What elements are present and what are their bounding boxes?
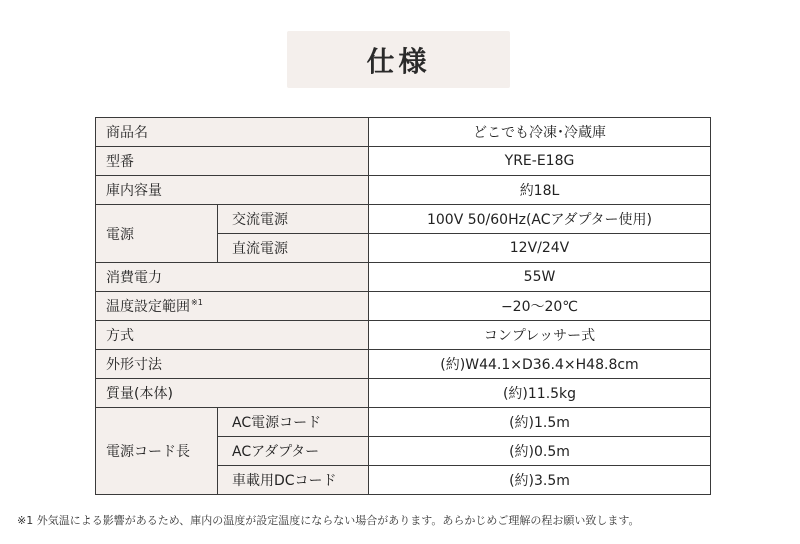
row-value: −20〜20℃: [369, 292, 711, 321]
footnote-mark: ※1: [191, 298, 203, 307]
row-label: 質量(本体): [96, 379, 369, 408]
row-value: 55W: [369, 263, 711, 292]
row-value: (約)W44.1×D36.4×H48.8cm: [369, 350, 711, 379]
sub-label: ACアダプター: [218, 437, 369, 466]
row-label: 庫内容量: [96, 176, 369, 205]
row-value: 100V 50/60Hz(ACアダプター使用): [369, 205, 711, 234]
table-row-power-ac: [96, 205, 711, 234]
row-value: コンプレッサー式: [369, 321, 711, 350]
table-row-model: [96, 147, 711, 176]
page-title: 仕様: [366, 44, 431, 78]
row-label: 外形寸法: [96, 350, 369, 379]
row-label: 商品名: [96, 118, 369, 147]
table-row-temperature-range: [96, 292, 711, 321]
sub-label: 直流電源: [218, 234, 369, 263]
spec-table: [95, 117, 711, 495]
row-label: 電源: [96, 205, 218, 263]
row-value: YRE-E18G: [369, 147, 711, 176]
row-value: (約)3.5m: [369, 466, 711, 495]
sub-label: 交流電源: [218, 205, 369, 234]
sub-label: AC電源コード: [218, 408, 369, 437]
row-value: (約)0.5m: [369, 437, 711, 466]
row-label-cell: [96, 292, 369, 321]
row-value: (約)1.5m: [369, 408, 711, 437]
row-label: 消費電力: [96, 263, 369, 292]
row-label: 型番: [96, 147, 369, 176]
row-label: 電源コード長: [96, 408, 218, 495]
table-row-cord-ac: [96, 408, 711, 437]
row-value: 12V/24V: [369, 234, 711, 263]
table-row-dimensions: [96, 350, 711, 379]
row-label: 方式: [96, 321, 369, 350]
title-box: [287, 31, 510, 88]
table-row-capacity: [96, 176, 711, 205]
sub-label: 車載用DCコード: [218, 466, 369, 495]
row-label: 温度設定範囲: [106, 299, 190, 315]
row-value: 約18L: [369, 176, 711, 205]
table-row-method: [96, 321, 711, 350]
row-value: どこでも冷凍･冷蔵庫: [369, 118, 711, 147]
table-row-weight: [96, 379, 711, 408]
table-row-power-consumption: [96, 263, 711, 292]
table-row-product-name: [96, 118, 711, 147]
row-value: (約)11.5kg: [369, 379, 711, 408]
footnote: ※1 外気温による影響があるため、庫内の温度が設定温度にならない場合があります。あらかじめご理解の程お願い致します。: [17, 514, 640, 527]
